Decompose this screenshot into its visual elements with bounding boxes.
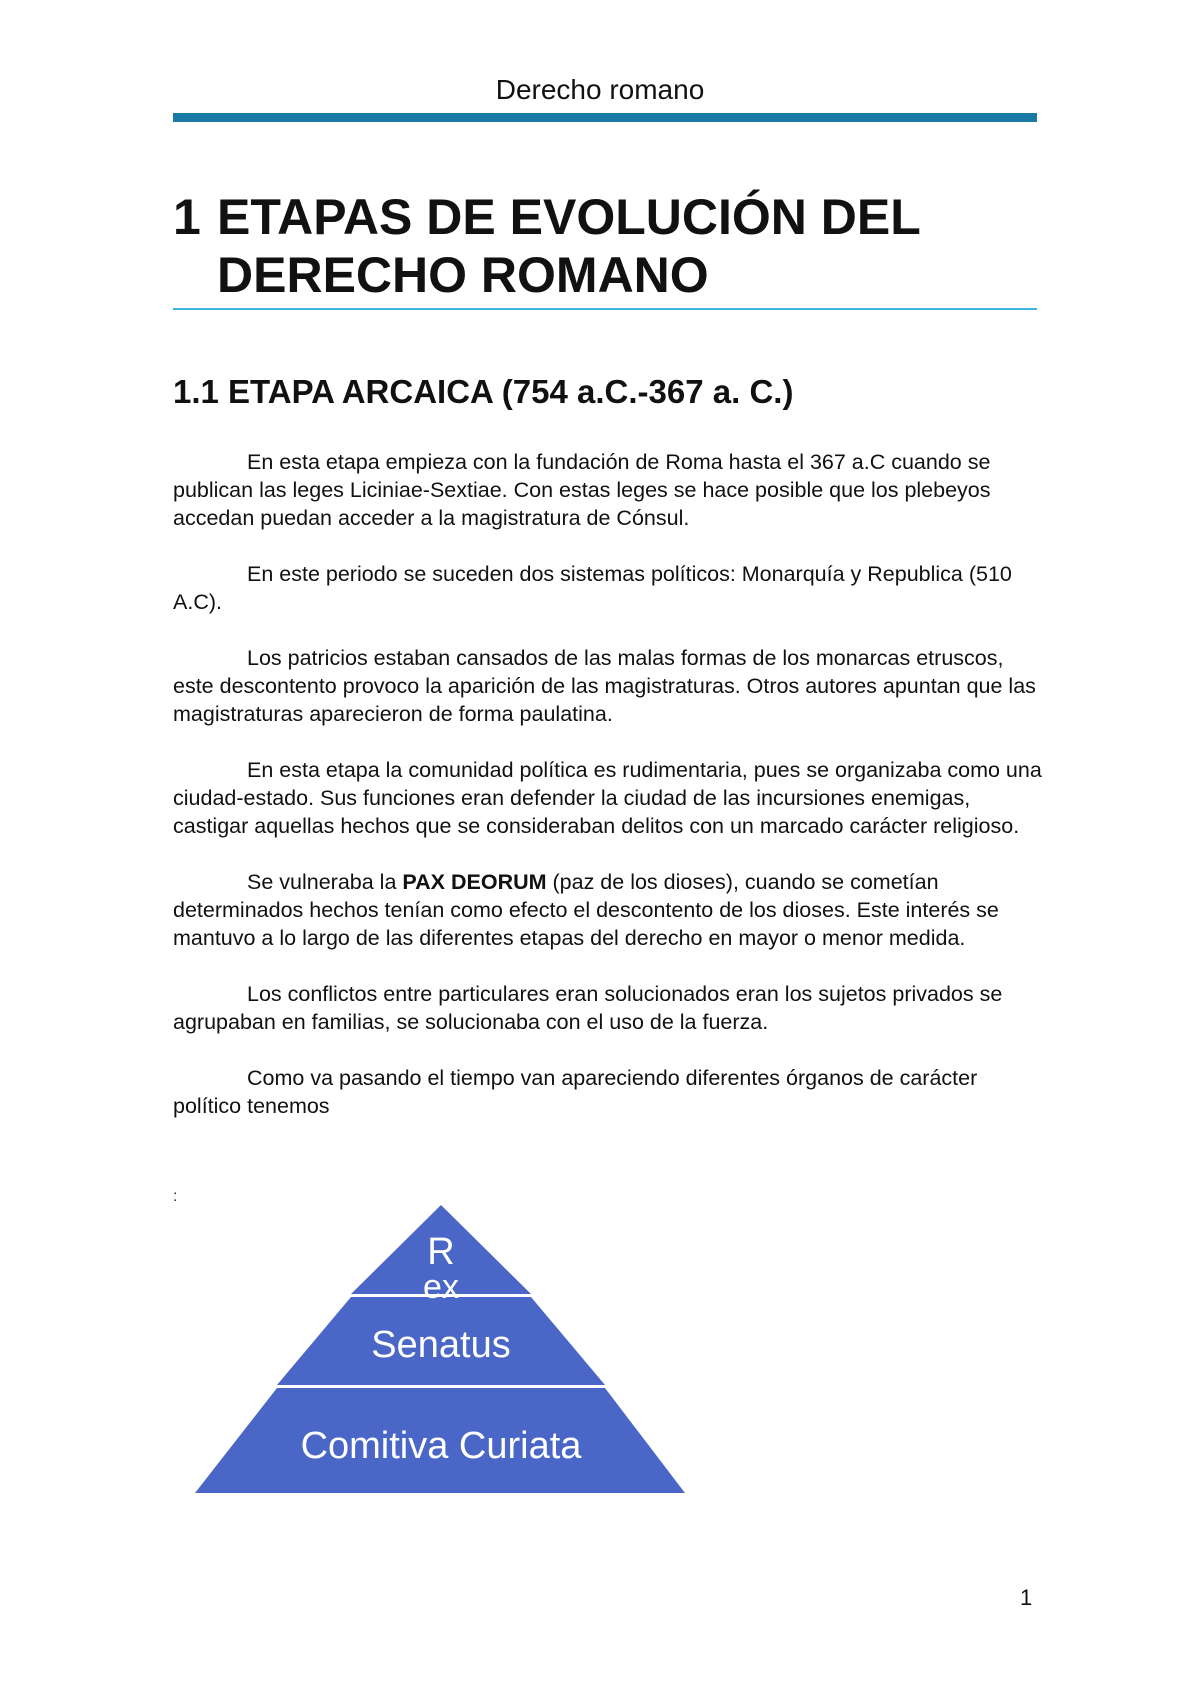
chapter-title-line2: DERECHO ROMANO	[217, 247, 709, 303]
body-text	[173, 448, 1043, 1120]
paragraph: Los conflictos entre particulares eran solucionados eran los sujetos privados se agrupaban en familias, se solucionaba con el uso de la fuerza.	[173, 982, 1003, 1034]
paragraph: Los patricios estaban cansados de las malas formas de los monarcas etruscos, este descontento provoco la aparición de las magistraturas. Otros autores apuntan que las magistraturas aparecieron de forma paulatina.	[173, 646, 1036, 726]
paragraph: En este periodo se suceden dos sistemas políticos: Monarquía y Republica (510 A.C).	[173, 562, 1012, 614]
chapter-title-line1: ETAPAS DE EVOLUCIÓN DEL	[217, 189, 921, 245]
pax-text-before: Se vulneraba la	[247, 870, 403, 894]
pax-deorum-term: PAX DEORUM	[402, 870, 547, 894]
paragraph: En esta etapa empieza con la fundación de Roma hasta el 367 a.C cuando se publican las leges Liciniae-Sextiae. Con estas leges se hace posible que los plebeyos accedan puedan acceder a la magistratura de Cónsul.	[173, 450, 991, 530]
header-rule	[173, 113, 1037, 122]
chapter-heading	[173, 188, 1037, 304]
pyramid-diagram	[190, 1200, 710, 1510]
section-heading: 1.1 ETAPA ARCAICA (754 a.C.-367 a. C.)	[173, 373, 794, 410]
pyramid-label-comitiva: Comitiva Curiata	[300, 1425, 582, 1467]
pax-text-after: (paz de los dioses), cuando se cometían determinados hechos tenían como efecto el descontento de los dioses. Este interés se mantuvo a lo largo de las diferentes etapas del derecho en mayor o menor medida.	[173, 870, 999, 950]
paragraph: En esta etapa la comunidad política es rudimentaria, pues se organizaba como una ciudad-estado. Sus funciones eran defender la ciudad de las incursiones enemigas, castigar aquellas hechos que se consideraban delitos con un marcado carácter religioso.	[173, 758, 1042, 838]
colon-mark: :	[173, 1188, 178, 1205]
pyramid-label-rex-bottom: ex	[423, 1268, 459, 1306]
heading-rule	[173, 308, 1037, 310]
chapter-number: 1	[173, 189, 201, 245]
paragraph: Como va pasando el tiempo van apareciendo diferentes órganos de carácter político tenemos	[173, 1066, 978, 1118]
paragraph-pax-deorum	[173, 868, 1043, 952]
page-number: 1	[1020, 1585, 1033, 1610]
pyramid-label-senatus: Senatus	[371, 1324, 511, 1366]
pyramid-label-rex-top: R	[427, 1231, 455, 1273]
running-header: Derecho romano	[495, 74, 705, 105]
